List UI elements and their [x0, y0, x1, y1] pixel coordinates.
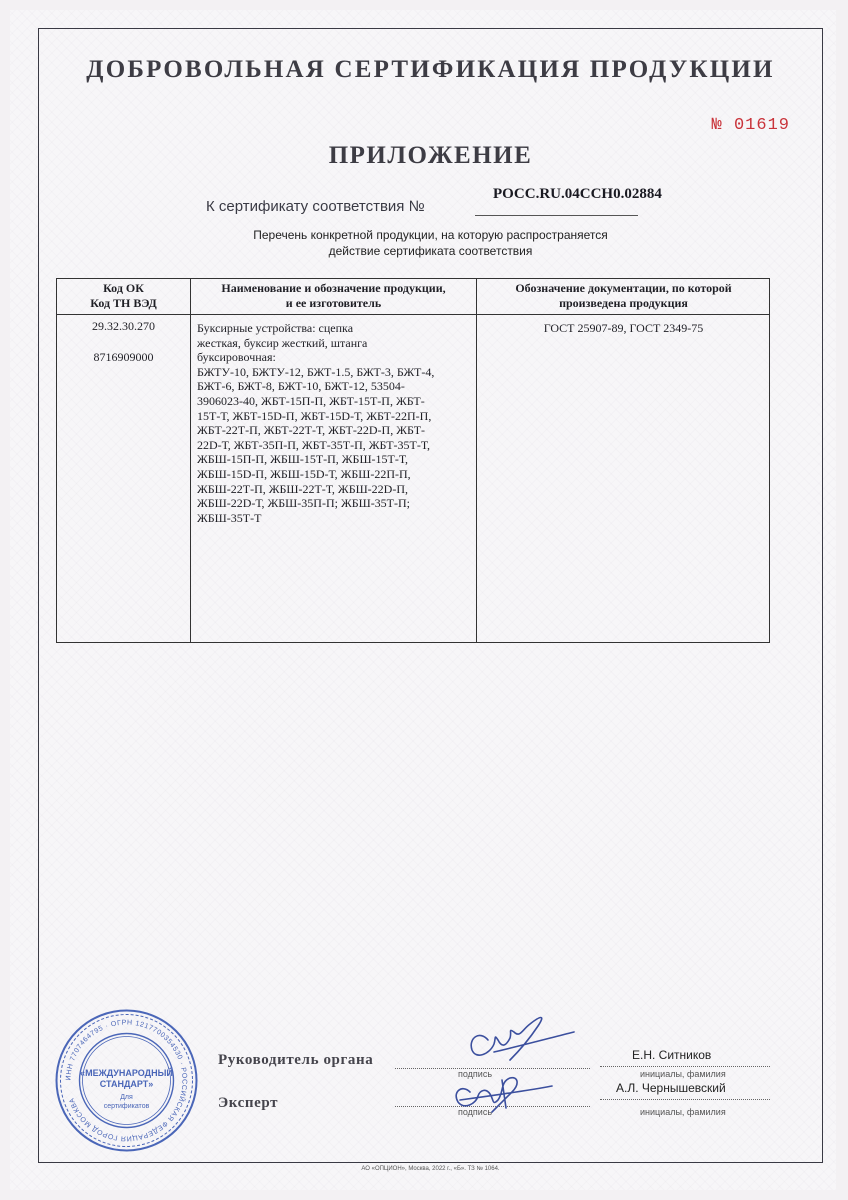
certificate-number-underline [475, 215, 638, 216]
head-name: Е.Н. Ситников [632, 1048, 712, 1062]
description-line: буксировочная: [197, 350, 276, 365]
stamp-center-line-3: Для [120, 1094, 133, 1101]
round-seal-stamp [54, 1008, 199, 1153]
expert-signature-caption: подпись [458, 1107, 493, 1117]
table-column-divider [190, 279, 191, 642]
expert-name-line [600, 1099, 770, 1100]
description-line: 15Т-Т, ЖБТ-15D-П, ЖБТ-15D-Т, ЖБТ-22П-П, [197, 408, 432, 423]
description-line: ЖБШ-22Т-П, ЖБШ-22Т-Т, ЖБШ-22D-П, [197, 481, 409, 496]
description-line: 22D-Т, ЖБТ-35П-П, ЖБТ-35Т-П, ЖБТ-35Т-Т, [197, 437, 430, 452]
stamp-ring-text: ИНН 7707464795 · ОГРН 1217700354530 · РОССИЙСКАЯ ФЕДЕРАЦИЯ ГОРОД МОСКВА [65, 1019, 188, 1142]
description-line: ЖБТ-22Т-П, ЖБТ-22Т-Т, ЖБТ-22D-П, ЖБТ- [197, 423, 426, 438]
table-header-divider [57, 314, 769, 315]
description-line: 3906023-40, ЖБТ-15П-П, ЖБТ-15Т-П, ЖБТ- [197, 393, 425, 408]
column-header-code-ok: Код ОК [103, 281, 144, 295]
description-line: БЖТ-6, БЖТ-8, БЖТ-10, БЖТ-12, 53504- [197, 379, 405, 394]
expert-name: А.Л. Чернышевский [616, 1081, 726, 1095]
column-header-code [57, 281, 190, 311]
products-table [56, 278, 770, 643]
column-header-product-line-1: Наименование и обозначение продукции, [221, 281, 446, 295]
expert-label: Эксперт [218, 1095, 279, 1111]
stamp-center-line-2: СТАНДАРТ» [99, 1079, 154, 1089]
stamp-center-line-4: сертификатов [103, 1103, 150, 1110]
printer-footer: АО «ОПЦИОН», Москва, 2022 г., «Б». ТЗ № 1064. [361, 1166, 500, 1172]
description-line: ЖБШ-35Т-Т [197, 510, 262, 525]
certificate-number-value: РОСС.RU.04ССН0.02884 [493, 186, 662, 202]
appendix-intro [38, 227, 823, 259]
certificate-number-label: К сертификату соответствия № [206, 198, 425, 215]
form-serial-number: № 01619 [711, 116, 790, 135]
head-handwritten-signature [450, 1010, 580, 1070]
column-header-documents-line-2: произведена продукция [559, 296, 688, 310]
expert-handwritten-signature [440, 1070, 560, 1115]
intro-line-1: Перечень конкретной продукции, на которую распространяется [253, 228, 608, 242]
head-of-body-label: Руководитель органа [218, 1052, 374, 1068]
description-line: жесткая, буксир жесткий, штанга [197, 335, 368, 350]
description-line: Буксирные устройства: сцепка [197, 321, 354, 335]
column-header-documents [477, 281, 770, 311]
description-line: БЖТУ-10, БЖТУ-12, БЖТ-1.5, БЖТ-3, БЖТ-4, [197, 364, 435, 379]
appendix-title: ПРИЛОЖЕНИЕ [328, 142, 533, 169]
head-name-line [600, 1066, 770, 1067]
description-line: ЖБШ-15П-П, ЖБШ-15Т-П, ЖБШ-15Т-Т, [197, 452, 409, 467]
head-signature-caption: подпись [458, 1069, 493, 1079]
intro-line-2: действие сертификата соответствия [328, 244, 533, 258]
column-header-documents-line-1: Обозначение документации, по которой [515, 281, 732, 295]
expert-name-caption: инициалы, фамилия [640, 1107, 726, 1117]
column-header-code-tnved: Код ТН ВЭД [90, 296, 157, 310]
document-header-title: ДОБРОВОЛЬНАЯ СЕРТИФИКАЦИЯ ПРОДУКЦИИ [86, 56, 775, 83]
column-header-product-line-2: и ее изготовитель [285, 296, 382, 310]
head-name-caption: инициалы, фамилия [640, 1069, 726, 1079]
code-ok-value: 29.32.30.270 [92, 319, 155, 333]
table-cell-code [57, 319, 190, 364]
table-cell-description [197, 321, 475, 525]
code-tnved-value: 8716909000 [93, 349, 154, 364]
table-cell-documents: ГОСТ 25907-89, ГОСТ 2349-75 [543, 321, 704, 335]
stamp-center-line-1: «МЕЖДУНАРОДНЫЙ [80, 1068, 173, 1078]
column-header-product [191, 281, 476, 311]
description-line: ЖБШ-22D-Т, ЖБШ-35П-П; ЖБШ-35Т-П; [197, 496, 411, 511]
description-line: ЖБШ-15D-П, ЖБШ-15D-Т, ЖБШ-22П-П, [197, 466, 411, 481]
